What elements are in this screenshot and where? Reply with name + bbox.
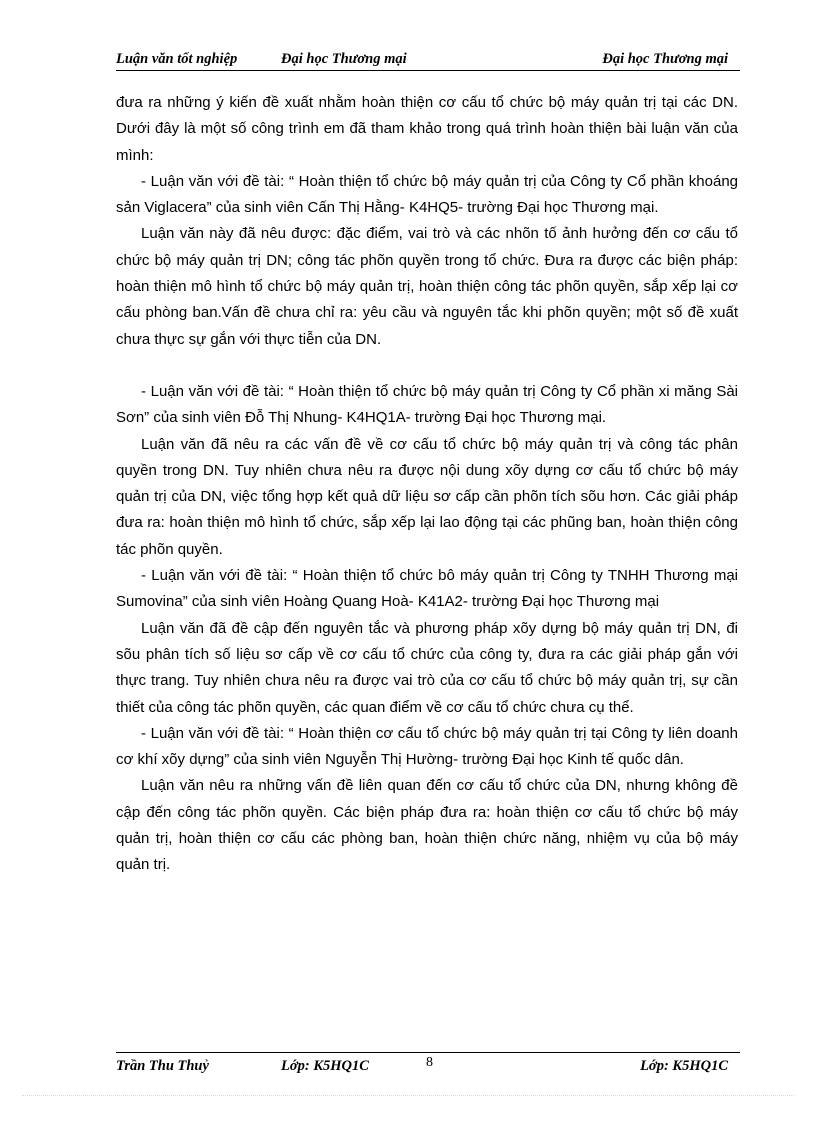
footer-author: Trần Thu Thuỷ	[116, 1058, 209, 1074]
page-bottom-divider	[22, 1095, 794, 1096]
paragraph-thesis-1-review: Luận văn này đã nêu được: đặc điểm, vai trò và các nhõn tố ảnh hưởng đến cơ cấu tổ chức bộ máy quản trị DN; công tác phõn quyền trong tổ chức. Đưa ra được các biện pháp: hoàn thiện mô hình tổ chức bộ máy quản trị, hoàn thiện công tác phõn quyền, sắp xếp lại cơ cấu phòng ban.Vấn đề chưa chỉ ra: yêu cầu và nguyên tắc khi phõn quyền; một số đề xuất chưa thực sự gắn với thực tiễn của DN.	[116, 225, 738, 348]
page-number: 8	[426, 1055, 433, 1070]
header-university-right: Đại học Thương mại	[602, 51, 728, 67]
body-text	[116, 90, 738, 879]
footer-class-left: Lớp: K5HQ1C	[281, 1058, 369, 1074]
paragraph-thesis-4: - Luận văn với đề tài: “ Hoàn thiện cơ cấu tổ chức bộ máy quản trị tại Công ty liên doanh cơ khí xõy dựng” của sinh viên Nguyễn Thị Hường- trường Đại học Kinh tế quốc dân.	[116, 724, 738, 769]
paragraph-thesis-3: - Luận văn với đề tài: “ Hoàn thiện tổ chức bô máy quản trị Công ty TNHH Thương mại Sumovina” của sinh viên Hoàng Quang Hoà- K41A2- trường Đại học Thương mại	[116, 567, 738, 611]
paragraph-intro: đưa ra những ý kiến đề xuất nhằm hoàn thiện cơ cấu tổ chức bộ máy quản trị tại các DN. Dưới đây là một số công trình em đã tham khảo trong quá trình hoàn thiện bài luận văn của mình:	[116, 94, 738, 164]
footer-class-right: Lớp: K5HQ1C	[640, 1058, 728, 1074]
header-university-left: Đại học Thương mại	[281, 51, 407, 67]
page-footer	[116, 1052, 740, 1075]
paragraph-thesis-4-review: Luận văn nêu ra những vấn đề liên quan đến cơ cấu tổ chức của DN, nhưng không đề cập đến công tác phõn quyền. Các biện pháp đưa ra: hoàn thiện cơ cấu tổ chức bộ máy quản trị, hoàn thiện cơ cấu các phòng ban, hoàn thiện chức năng, nhiệm vụ của bộ máy quản trị.	[116, 777, 738, 874]
paragraph-thesis-2-review: Luận văn đã nêu ra các vấn đề về cơ cấu tổ chức bộ máy quản trị và công tác phân quyền trong DN. Tuy nhiên chưa nêu ra được nội dung xõy dựng cơ cấu tổ chức bộ máy quản trị của DN, việc tổng hợp kết quả dữ liệu sơ cấp cần phõn tích sõu hơn. Các giải pháp đưa ra: hoàn thiện mô hình tổ chức, sắp xếp lại lao động tại các phũng ban, hoàn thiện công tác phõn quyền.	[116, 435, 738, 558]
paragraph-thesis-1: - Luận văn với đề tài: “ Hoàn thiện tổ chức bộ máy quản trị của Công ty Cổ phần khoáng sản Viglacera” của sinh viên Cấn Thị Hằng- K4HQ5- trường Đại học Thương mại.	[116, 172, 738, 217]
page-header	[116, 50, 740, 71]
paragraph-thesis-2: - Luận văn với đề tài: “ Hoàn thiện tổ chức bộ máy quản trị Công ty Cổ phần xi măng Sài Sơn” của sinh viên Đỗ Thị Nhung- K4HQ1A- trường Đại học Thương mại.	[116, 382, 738, 427]
header-thesis-label: Luận văn tốt nghiệp	[116, 51, 238, 67]
paragraph-thesis-3-review: Luận văn đã đề cập đến nguyên tắc và phương pháp xõy dựng bộ máy quản trị DN, đi sõu phân tích số liệu sơ cấp về cơ cấu tổ chức của công ty, đưa ra các giải pháp gắn với thực trang. Tuy nhiên chưa nêu ra được vai trò của cơ cấu tổ chức bộ máy quản trị, sự cần thiết của công tác phõn quyền, các quan điểm về cơ cấu tổ chức chưa cụ thể.	[116, 619, 738, 716]
